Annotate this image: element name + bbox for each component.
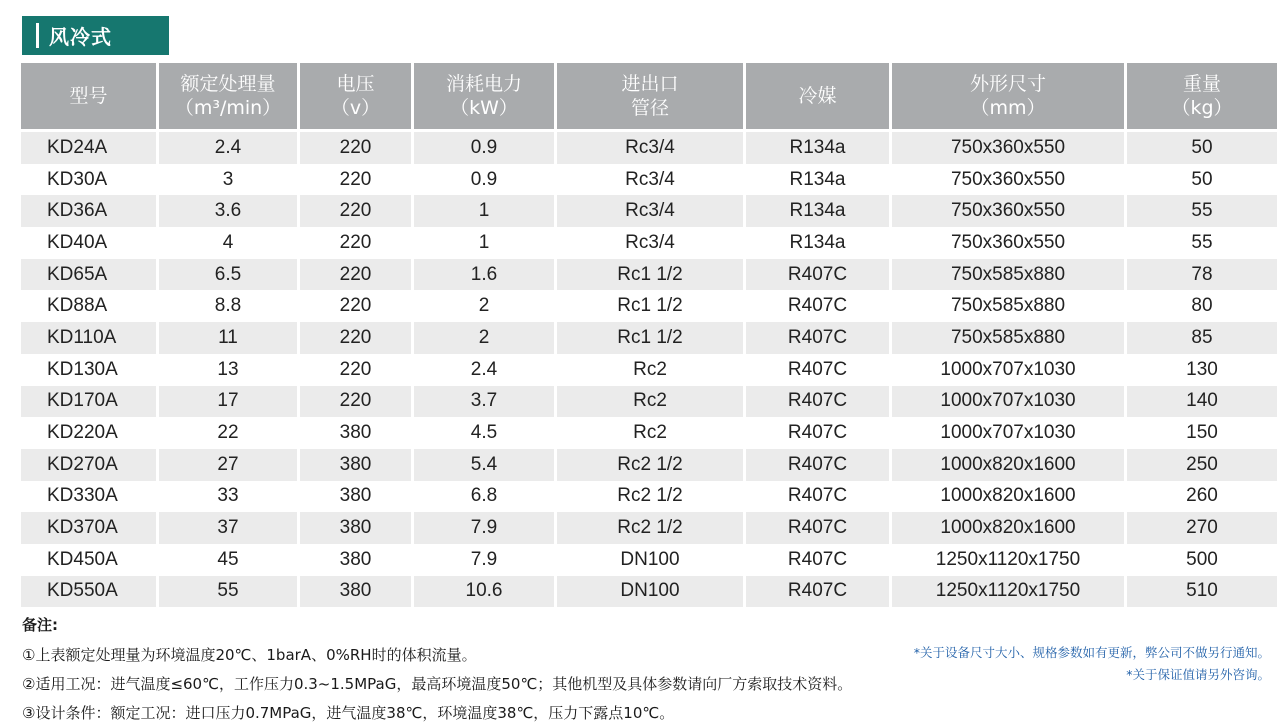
table-cell: R407C [746, 512, 889, 544]
spec-table [18, 63, 1280, 607]
section-title: 风冷式 [49, 25, 112, 49]
table-cell: 5.4 [414, 449, 554, 481]
note-line-2: ②适用工况：进气温度≤60℃，工作压力0.3~1.5MPaG，最高环境温度50℃；其他机型及具体参数请向厂方索取技术资料。 [22, 675, 853, 693]
table-cell: KD330A [21, 481, 156, 513]
column-header [557, 63, 743, 132]
table-cell: 1000x707x1030 [892, 354, 1124, 386]
table-cell: Rc1 1/2 [557, 259, 743, 291]
column-header-line2: （kg） [1171, 97, 1233, 119]
table-cell: 220 [300, 164, 411, 196]
table-cell: R134a [746, 227, 889, 259]
table-cell: 45 [159, 544, 297, 576]
table-cell: R134a [746, 164, 889, 196]
table-row [21, 259, 1277, 291]
table-cell: Rc3/4 [557, 195, 743, 227]
table-cell: 750x585x880 [892, 290, 1124, 322]
notes-block [22, 614, 852, 727]
column-header [746, 63, 889, 132]
table-cell: 220 [300, 290, 411, 322]
table-cell: 4 [159, 227, 297, 259]
table-cell: 220 [300, 227, 411, 259]
table-cell: 380 [300, 481, 411, 513]
table-cell: KD65A [21, 259, 156, 291]
table-cell: 220 [300, 195, 411, 227]
column-header-line1: 电压 [336, 73, 375, 95]
table-cell: KD88A [21, 290, 156, 322]
column-header-line2: 管径 [630, 97, 669, 119]
table-cell: Rc2 [557, 417, 743, 449]
table-cell: 270 [1127, 512, 1277, 544]
table-cell: 750x585x880 [892, 322, 1124, 354]
table-cell: R407C [746, 544, 889, 576]
table-cell: 1000x707x1030 [892, 417, 1124, 449]
column-header [892, 63, 1124, 132]
table-cell: 27 [159, 449, 297, 481]
side-note-update: *关于设备尺寸大小、规格参数如有更新，弊公司不做另行通知。 [913, 645, 1270, 660]
table-cell: 3.6 [159, 195, 297, 227]
column-header-line2: （kW） [450, 97, 518, 119]
table-cell: 1 [414, 195, 554, 227]
table-cell: Rc2 [557, 354, 743, 386]
table-row [21, 354, 1277, 386]
column-header [414, 63, 554, 132]
table-cell: 380 [300, 449, 411, 481]
table-cell: 750x585x880 [892, 259, 1124, 291]
table-cell: KD130A [21, 354, 156, 386]
table-row [21, 481, 1277, 513]
table-cell: 2.4 [414, 354, 554, 386]
table-cell: 7.9 [414, 544, 554, 576]
table-row [21, 576, 1277, 608]
table-cell: 55 [1127, 195, 1277, 227]
table-cell: Rc1 1/2 [557, 290, 743, 322]
column-header-line1: 进出口 [621, 73, 679, 95]
table-cell: 85 [1127, 322, 1277, 354]
table-cell: Rc3/4 [557, 227, 743, 259]
table-row [21, 164, 1277, 196]
table-cell: 17 [159, 386, 297, 418]
table-row [21, 512, 1277, 544]
table-cell: Rc2 1/2 [557, 481, 743, 513]
table-cell: 1.6 [414, 259, 554, 291]
table-cell: 7.9 [414, 512, 554, 544]
table-cell: R134a [746, 195, 889, 227]
table-cell: 220 [300, 132, 411, 164]
table-cell: KD40A [21, 227, 156, 259]
table-cell: R407C [746, 259, 889, 291]
table-cell: 1 [414, 227, 554, 259]
table-cell: R407C [746, 354, 889, 386]
column-header [159, 63, 297, 132]
table-row [21, 322, 1277, 354]
table-cell: 380 [300, 417, 411, 449]
table-cell: 380 [300, 544, 411, 576]
table-row [21, 195, 1277, 227]
column-header-line1: 型号 [69, 85, 108, 107]
table-cell: 500 [1127, 544, 1277, 576]
table-cell: 220 [300, 322, 411, 354]
table-cell: R407C [746, 322, 889, 354]
table-cell: KD270A [21, 449, 156, 481]
table-cell: 2.4 [159, 132, 297, 164]
table-cell: KD370A [21, 512, 156, 544]
table-cell: 250 [1127, 449, 1277, 481]
table-row [21, 132, 1277, 164]
table-cell: 1250x1120x1750 [892, 544, 1124, 576]
table-cell: R407C [746, 417, 889, 449]
table-cell: 150 [1127, 417, 1277, 449]
table-cell: 140 [1127, 386, 1277, 418]
table-cell: 380 [300, 576, 411, 608]
table-cell: 0.9 [414, 164, 554, 196]
table-cell: 220 [300, 386, 411, 418]
column-header [21, 63, 156, 132]
table-cell: 220 [300, 259, 411, 291]
table-cell: 1250x1120x1750 [892, 576, 1124, 608]
side-note-warranty: *关于保证值请另外咨询。 [1126, 667, 1270, 682]
table-cell: 37 [159, 512, 297, 544]
table-cell: 55 [159, 576, 297, 608]
column-header [300, 63, 411, 132]
column-header-line2: （m³/min） [174, 97, 282, 119]
table-cell: 750x360x550 [892, 132, 1124, 164]
table-cell: 33 [159, 481, 297, 513]
table-cell: R407C [746, 449, 889, 481]
table-cell: 1000x820x1600 [892, 481, 1124, 513]
column-header-line2: （mm） [970, 97, 1046, 119]
table-cell: R407C [746, 481, 889, 513]
table-cell: 1000x707x1030 [892, 386, 1124, 418]
table-cell: KD450A [21, 544, 156, 576]
table-cell: 0.9 [414, 132, 554, 164]
table-cell: KD36A [21, 195, 156, 227]
table-cell: Rc2 [557, 386, 743, 418]
table-header-row [21, 63, 1277, 132]
title-accent-bar [36, 23, 39, 48]
table-cell: 2 [414, 322, 554, 354]
note-line-3: ③设计条件：额定工况：进口压力0.7MPaG，进气温度38℃，环境温度38℃，压力下露点10℃。 [22, 704, 675, 722]
table-cell: 6.5 [159, 259, 297, 291]
table-cell: DN100 [557, 544, 743, 576]
table-cell: 750x360x550 [892, 195, 1124, 227]
table-row [21, 227, 1277, 259]
table-cell: 1000x820x1600 [892, 449, 1124, 481]
column-header-line1: 冷媒 [798, 85, 837, 107]
table-cell: R407C [746, 576, 889, 608]
table-cell: 50 [1127, 132, 1277, 164]
notes-heading: 备注: [22, 616, 58, 634]
table-cell: 78 [1127, 259, 1277, 291]
table-cell: KD30A [21, 164, 156, 196]
column-header-line2: （v） [330, 97, 381, 119]
column-header-line1: 外形尺寸 [969, 73, 1046, 95]
table-cell: KD170A [21, 386, 156, 418]
table-cell: R407C [746, 290, 889, 322]
note-line-1: ①上表额定处理量为环境温度20℃、1barA、0%RH时的体积流量。 [22, 646, 477, 664]
column-header [1127, 63, 1277, 132]
table-cell: 80 [1127, 290, 1277, 322]
table-cell: 750x360x550 [892, 227, 1124, 259]
table-row [21, 417, 1277, 449]
table-cell: DN100 [557, 576, 743, 608]
table-cell: Rc2 1/2 [557, 512, 743, 544]
table-cell: 380 [300, 512, 411, 544]
table-cell: 6.8 [414, 481, 554, 513]
table-cell: 4.5 [414, 417, 554, 449]
table-cell: 50 [1127, 164, 1277, 196]
table-cell: R407C [746, 386, 889, 418]
table-row [21, 544, 1277, 576]
table-cell: 130 [1127, 354, 1277, 386]
table-cell: 55 [1127, 227, 1277, 259]
table-cell: Rc2 1/2 [557, 449, 743, 481]
table-cell: 10.6 [414, 576, 554, 608]
table-cell: KD220A [21, 417, 156, 449]
column-header-line1: 消耗电力 [445, 73, 522, 95]
table-cell: 8.8 [159, 290, 297, 322]
column-header-line1: 额定处理量 [180, 73, 276, 95]
table-row [21, 290, 1277, 322]
table-cell: 510 [1127, 576, 1277, 608]
table-cell: Rc1 1/2 [557, 322, 743, 354]
table-cell: KD550A [21, 576, 156, 608]
table-cell: 22 [159, 417, 297, 449]
table-cell: KD24A [21, 132, 156, 164]
table-cell: 3.7 [414, 386, 554, 418]
column-header-line1: 重量 [1182, 73, 1221, 95]
table-row [21, 386, 1277, 418]
table-cell: 11 [159, 322, 297, 354]
table-cell: 13 [159, 354, 297, 386]
table-cell: 1000x820x1600 [892, 512, 1124, 544]
table-body [21, 132, 1277, 607]
table-cell: Rc3/4 [557, 164, 743, 196]
table-cell: 260 [1127, 481, 1277, 513]
table-cell: 2 [414, 290, 554, 322]
table-row [21, 449, 1277, 481]
table-cell: R134a [746, 132, 889, 164]
table-cell: 750x360x550 [892, 164, 1124, 196]
table-cell: 220 [300, 354, 411, 386]
table-cell: 3 [159, 164, 297, 196]
table-cell: KD110A [21, 322, 156, 354]
table-cell: Rc3/4 [557, 132, 743, 164]
section-title-tab [22, 16, 169, 55]
